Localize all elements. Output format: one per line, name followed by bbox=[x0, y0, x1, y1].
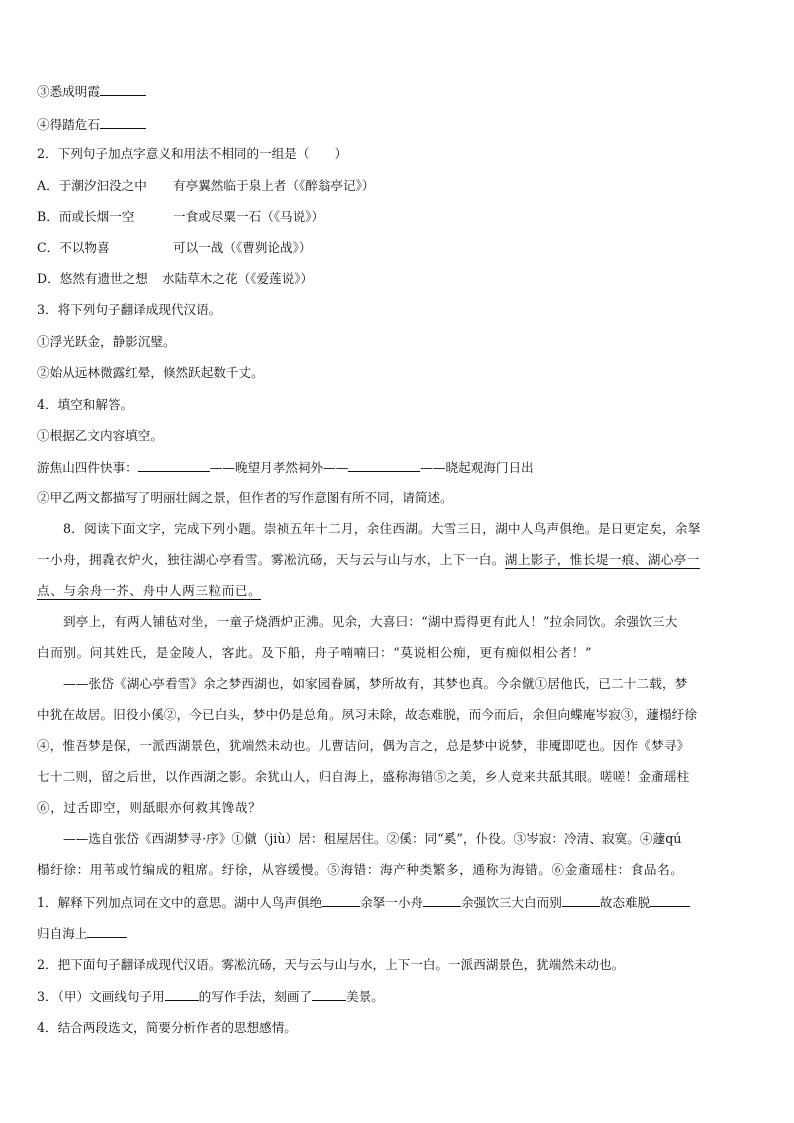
answer-blank[interactable] bbox=[87, 924, 127, 938]
word-3: 余强饮三大白而别 bbox=[461, 895, 562, 910]
passage-text: 一小舟，拥毳衣炉火，独往湖心亭看雪。雾凇沆砀，天与云与山与水，上下一白。 bbox=[37, 552, 505, 567]
option-d bbox=[37, 270, 764, 288]
question-4-fill bbox=[37, 458, 764, 477]
passage-line-9: 七十二则，留之后世，以作西湖之影。余犹山人，归自海上，盛称海错⑤之美，乡人竞来共舐其眼。嗟嗟！金齑瑶柱 bbox=[37, 769, 690, 784]
option-c-left: C．不以物喜 bbox=[37, 240, 110, 255]
question-3-item-2: ②始从远林微露红晕，倏然跃起数千丈。 bbox=[37, 365, 264, 380]
question-2: 2．下列句子加点字意义和用法不相同的一组是（ ） bbox=[37, 146, 348, 161]
word-5: 归自海上 bbox=[37, 926, 88, 941]
option-c bbox=[37, 239, 764, 257]
passage-line-2 bbox=[37, 551, 764, 569]
sub-question-1 bbox=[37, 893, 764, 912]
item-3-text: ③悉成明霞 bbox=[37, 84, 100, 99]
option-a bbox=[37, 177, 764, 195]
word-4: 故态难脱 bbox=[599, 895, 651, 910]
answer-blank[interactable] bbox=[100, 115, 146, 129]
option-a-right: 有亭翼然临于泉上者（《醉翁亭记》） bbox=[173, 178, 375, 193]
option-c-right: 可以一战（《曹刿论战》） bbox=[173, 240, 312, 255]
annotation-line-1: ——选自张岱《西湖梦寻·序》①僦（jiù）居：租屋居住。②傒：同“奚”，仆役。③岑寂：冷清、寂寞。④蘧qú bbox=[63, 831, 682, 846]
option-b-left: B．而或长烟一空 bbox=[37, 209, 135, 224]
option-d-left: D．悠然有遗世之想 bbox=[37, 271, 148, 286]
passage-line-1: 8．阅读下面文字，完成下列小题。崇祯五年十二月，余住西湖。大雪三日，湖中人鸟声俱绝。是日更定矣，余拏 bbox=[63, 521, 701, 536]
passage-line-3 bbox=[37, 582, 764, 600]
option-a-left: A．于潮汐汩没之中 bbox=[37, 178, 147, 193]
passage-line-8: ④，惟吾梦是保，一派西湖景色，犹端然未动也。儿曹诘问，偶为言之，总是梦中说梦，非魇即呓也。因作《梦寻》 bbox=[37, 738, 690, 753]
question-3-item-1: ①浮光跃金，静影沉璧。 bbox=[37, 334, 176, 349]
sub-question-1-cont bbox=[37, 924, 764, 943]
answer-blank[interactable] bbox=[423, 893, 461, 907]
answer-blank[interactable] bbox=[312, 987, 346, 1001]
answer-blank[interactable] bbox=[100, 82, 146, 96]
sub-question-3-suffix: 美景。 bbox=[346, 989, 384, 1004]
question-4-item-1: ①根据乙文内容填空。 bbox=[37, 428, 163, 443]
answer-blank[interactable] bbox=[322, 893, 360, 907]
underlined-sentence: 点、与余舟一芥、舟中人两三粒而已。 bbox=[37, 583, 262, 598]
question-3: 3．将下列句子翻译成现代汉语。 bbox=[37, 302, 222, 317]
answer-blank[interactable] bbox=[165, 987, 199, 1001]
item-4-text: ④得踏危石 bbox=[37, 117, 100, 132]
option-b-right: 一食或尽粟一石（《马说》） bbox=[173, 209, 325, 224]
option-d-right: 水陆草木之花（《爱莲说》） bbox=[162, 271, 314, 286]
item-3 bbox=[37, 82, 764, 101]
passage-line-5: 白而别。问其姓氏，是金陵人，客此。及下船，舟子喃喃曰：“莫说相公痴，更有痴似相公者！” bbox=[37, 645, 593, 660]
fill-suffix: ——晓起观海门日出 bbox=[420, 460, 534, 475]
sub-question-2: 2．把下面句子翻译成现代汉语。雾凇沆砀，天与云与山与水，上下一白。一派西湖景色，犹端然未动也。 bbox=[37, 957, 625, 972]
answer-blank[interactable] bbox=[138, 458, 210, 472]
sub-question-3 bbox=[37, 987, 764, 1006]
sub-question-3-middle: 的写作手法，刻画了 bbox=[198, 989, 312, 1004]
passage-line-7: 中犹在故居。旧役小傒②，今已白头，梦中仍是总角。夙习未除，故态难脱，而今而后，余但向蝶庵岑寂③，蘧榻纡徐 bbox=[37, 707, 698, 722]
annotation-line-2: 榻纡徐：用苇或竹编成的粗席。纡徐，从容缓慢。⑤海错：海产种类繁多，通称为海错。⑥金齑瑶柱：食品名。 bbox=[37, 862, 684, 877]
sub-question-1-text: 1．解释下列加点词在文中的意思。湖中人鸟声俱绝 bbox=[37, 895, 323, 910]
passage-line-6: ——张岱《湖心亭看雪》余之梦西湖也，如家园眷属，梦所故有，其梦也真。今余僦①居他氏，已二十二载，梦 bbox=[63, 676, 688, 691]
word-2: 余拏一小舟 bbox=[360, 895, 424, 910]
passage-line-10: ⑥，过舌即空，则舐眼亦何救其馋哉？ bbox=[37, 800, 262, 815]
sub-question-4: 4．结合两段选文，简要分析作者的思想感情。 bbox=[37, 1020, 297, 1035]
question-4: 4．填空和解答。 bbox=[37, 397, 134, 412]
passage-line-4: 到亭上，有两人铺毡对坐，一童子烧酒炉正沸。见余，大喜曰：“湖中焉得更有此人！”拉余同饮。余强饮三大 bbox=[63, 614, 678, 629]
question-4-item-2: ②甲乙两文都描写了明丽壮阔之景，但作者的写作意图有所不同，请简述。 bbox=[37, 490, 453, 505]
answer-blank[interactable] bbox=[650, 893, 690, 907]
fill-prefix: 游焦山四件快事： bbox=[37, 460, 138, 475]
option-b bbox=[37, 208, 764, 226]
item-4 bbox=[37, 115, 764, 134]
fill-middle: ——晚望月孝然祠外—— bbox=[209, 460, 349, 475]
sub-question-3-prefix: 3．（甲）文画线句子用 bbox=[37, 989, 165, 1004]
answer-blank[interactable] bbox=[348, 458, 420, 472]
answer-blank[interactable] bbox=[562, 893, 600, 907]
underlined-sentence: 湖上影子，惟长堤一痕、湖心亭一 bbox=[504, 552, 700, 567]
